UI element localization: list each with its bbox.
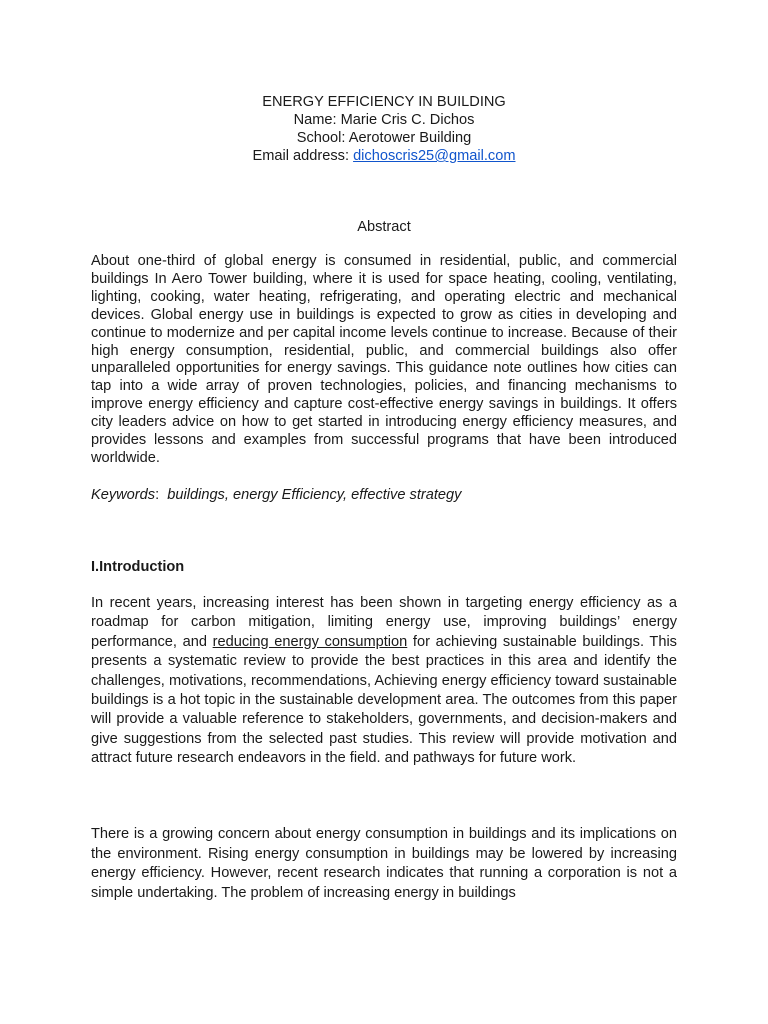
abstract-heading: Abstract xyxy=(357,219,411,235)
reducing-energy-consumption-link[interactable]: reducing energy consumption xyxy=(212,633,408,650)
introduction-heading: I.Introduction xyxy=(91,559,185,575)
email-link[interactable]: dichoscris25@gmail.com xyxy=(353,148,516,164)
keywords-value: buildings, energy Efficiency, effective strategy xyxy=(167,487,462,503)
introduction-text-part2: for achieving sustainable buildings. This presents a systematic review to provide the best practices in this area and identify the challenges, motivations, recommendations, Achieving energy efficiency toward sustainable buildings is a hot topic in the sustainable development area. The outcomes from this paper will provide a valuable reference to stakeholders, governments, and decision-makers and give suggestions from the selected past studies. This review will provide motivation and attract future research endeavors in the field. and pathways for future work. xyxy=(91,633,677,767)
keywords-separator: : xyxy=(155,487,168,503)
second-paragraph-text: There is a growing concern about energy consumption in buildings and its implications on the environment. Rising energy consumption in buildings may be lowered by increasing energy efficiency. However, recent research indicates that running a corporation is not a simple undertaking. The problem of increasing energy in buildings xyxy=(91,826,677,901)
second-paragraph xyxy=(91,825,677,903)
introduction-paragraph xyxy=(91,594,677,769)
document-header xyxy=(0,93,768,165)
author-school: School: Aerotower Building xyxy=(296,130,472,146)
keywords-label: Keywords xyxy=(91,487,156,503)
author-email-line xyxy=(0,147,768,165)
introduction-text xyxy=(91,594,677,769)
author-name: Name: Marie Cris C. Dichos xyxy=(293,112,475,128)
email-label: Email address: xyxy=(252,148,354,164)
abstract-paragraph xyxy=(91,253,677,468)
introduction-text-part1: In recent years, increasing interest has been shown in targeting energy efficiency as a roadmap for carbon mitigation, limiting energy use, improving buildings’ energy performance, and xyxy=(91,595,677,650)
document-title: ENERGY EFFICIENCY IN BUILDING xyxy=(262,94,506,110)
keywords-line xyxy=(91,486,461,504)
abstract-text: About one-third of global energy is consumed in residential, public, and commercial buildings In Aero Tower building, where it is used for space heating, cooling, ventilating, lighting, cooking, water heating, refrigerating, and operating electric and mechanical devices. Global energy use in buildings is expected to grow as cities in developing and continue to modernize and per capital income levels continue to increase. Because of their high energy consumption, residential, public, and commercial buildings also offer unparalleled opportunities for energy savings. This guidance note outlines how cities can tap into a wide array of proven technologies, policies, and financing mechanisms to improve energy efficiency and capture cost-effective energy savings in buildings. It offers city leaders advice on how to get started in introducing energy efficiency measures, and provides lessons and examples from successful programs that have been introduced worldwide. xyxy=(91,253,677,466)
